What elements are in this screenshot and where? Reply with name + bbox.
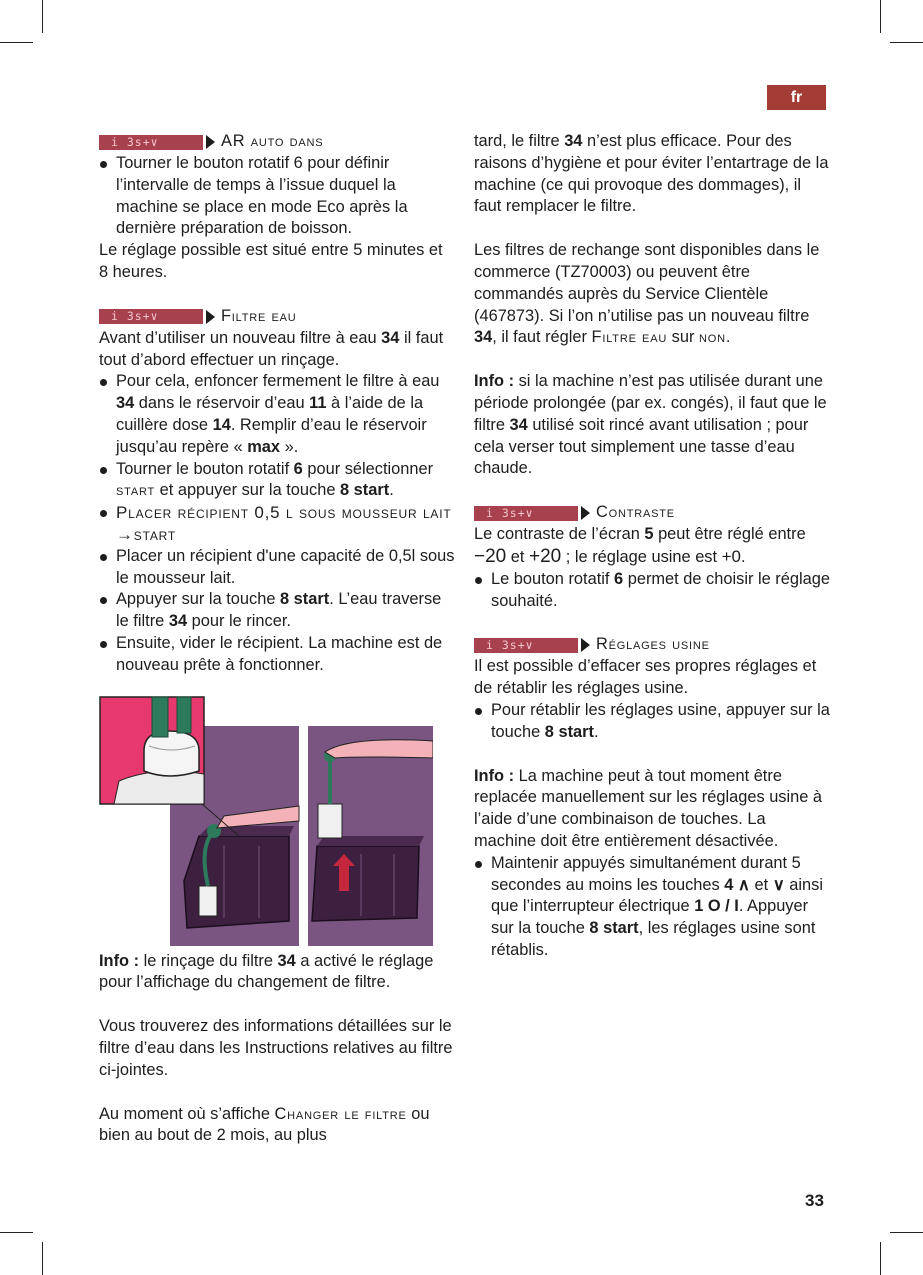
bullet-list	[474, 853, 830, 962]
crop-mark	[42, 0, 43, 33]
paragraph: Le contraste de l’écran 5 peut être réglé entre −20 et +20 ; le réglage usine est +0.	[474, 525, 806, 567]
bullet-list	[99, 371, 455, 676]
info-paragraph: Info : si la machine n’est pas utilisée durant une période prolongée (par ex. congés), il faut que le filtre 34 utilisé soit rincé avant utilisation ; pour cela verser tout simplement une tasse d’eau chaude.	[474, 372, 827, 478]
section-heading-contraste	[474, 502, 830, 524]
list-item: Maintenir appuyés simultanément durant 5 secondes au moins les touches 4 ∧ et ∨ ainsi que l’interrupteur électrique 1 O / I. Appuyer sur la touche 8 start, les réglages usine sont rétablis.	[474, 853, 830, 962]
section-title: Contraste	[596, 503, 675, 522]
crop-mark	[890, 1232, 923, 1233]
paragraph: Avant d’utiliser un nouveau filtre à eau 34 il faut tout d’abord effectuer un rinçage.	[99, 328, 444, 369]
right-column	[474, 131, 830, 962]
paragraph: tard, le filtre 34 n’est plus efficace. Pour des raisons d’hygiène et pour éviter l’entartrage de la machine (ce qui provoque des dommages), il faut remplacer le filtre.	[474, 132, 829, 216]
section-heading-reglages-usine	[474, 634, 830, 656]
crop-mark	[42, 1242, 43, 1275]
crop-mark	[880, 0, 881, 33]
menu-chip: i 3s+∨	[99, 309, 203, 324]
list-item: Pour rétablir les réglages usine, appuyer sur la touche 8 start.	[474, 700, 830, 744]
arrow-right-icon	[581, 638, 590, 652]
paragraph: Les filtres de rechange sont disponibles dans le commerce (TZ70003) ou peuvent être commandés auprès du Service Clientèle (467873). Si l’on n’utilise pas un nouveau filtre 34, il faut régler Filtre eau sur non.	[474, 241, 820, 347]
menu-chip: i 3s+∨	[99, 135, 203, 150]
language-tab: fr	[767, 85, 826, 110]
filter-illustration	[99, 696, 433, 946]
list-item: Ensuite, vider le récipient. La machine est de nouveau prête à fonctionner.	[99, 633, 455, 677]
info-paragraph: Info : le rinçage du filtre 34 a activé le réglage pour l’affichage du changement de filtre.	[99, 951, 434, 992]
crop-mark	[0, 42, 33, 43]
list-item-display-text: Placer récipient 0,5 l sous mousseur lait →start	[99, 502, 455, 546]
arrow-right-icon	[206, 135, 215, 149]
info-paragraph: Info : La machine peut à tout moment être replacée manuellement sur les réglages usine à l’aide d’une combinaison de touches. La machine doit être entièrement désactivée.	[474, 766, 823, 850]
page-number: 33	[805, 1191, 824, 1210]
list-item: Pour cela, enfoncer fermement le filtre à eau 34 dans le réservoir d’eau 11 à l’aide de la cuillère dose 14. Remplir d’eau le réservoir jusqu’au repère « max ».	[99, 371, 455, 458]
menu-chip: i 3s+∨	[474, 638, 578, 653]
left-column	[99, 131, 455, 1147]
crop-mark	[890, 42, 923, 43]
crop-mark	[880, 1242, 881, 1275]
menu-chip: i 3s+∨	[474, 506, 578, 521]
paragraph: Vous trouverez des informations détaillées sur le filtre d’eau dans les Instructions relatives au filtre ci-jointes.	[99, 1017, 453, 1079]
list-item: Appuyer sur la touche 8 start. L’eau traverse le filtre 34 pour le rincer.	[99, 589, 455, 633]
arrow-right-icon	[581, 506, 590, 520]
list-item: Tourner le bouton rotatif 6 pour définir l’intervalle de temps à l’issue duquel la machine se place en mode Eco après la dernière préparation de boisson.	[99, 153, 455, 240]
list-item: Le bouton rotatif 6 permet de choisir le réglage souhaité.	[474, 569, 830, 613]
paragraph: Le réglage possible est situé entre 5 minutes et 8 heures.	[99, 241, 443, 281]
section-title: Filtre eau	[221, 306, 297, 325]
section-heading-ar-auto	[99, 131, 455, 153]
bullet-list	[474, 700, 830, 744]
paragraph: Au moment où s’affiche Changer le filtre ou bien au bout de 2 mois, au plus	[99, 1104, 430, 1145]
list-item: Placer un récipient d'une capacité de 0,5l sous le mousseur lait.	[99, 546, 455, 590]
bullet-list	[99, 153, 455, 240]
section-heading-filtre-eau	[99, 306, 455, 328]
bullet-list	[474, 569, 830, 613]
section-title: AR auto dans	[221, 132, 324, 151]
section-title: Réglages usine	[596, 635, 710, 654]
crop-mark	[0, 1232, 33, 1233]
list-item: Tourner le bouton rotatif 6 pour sélectionner start et appuyer sur la touche 8 start.	[99, 459, 455, 503]
paragraph: Il est possible d’effacer ses propres réglages et de rétablir les réglages usine.	[474, 657, 817, 698]
arrow-right-icon	[206, 310, 215, 324]
